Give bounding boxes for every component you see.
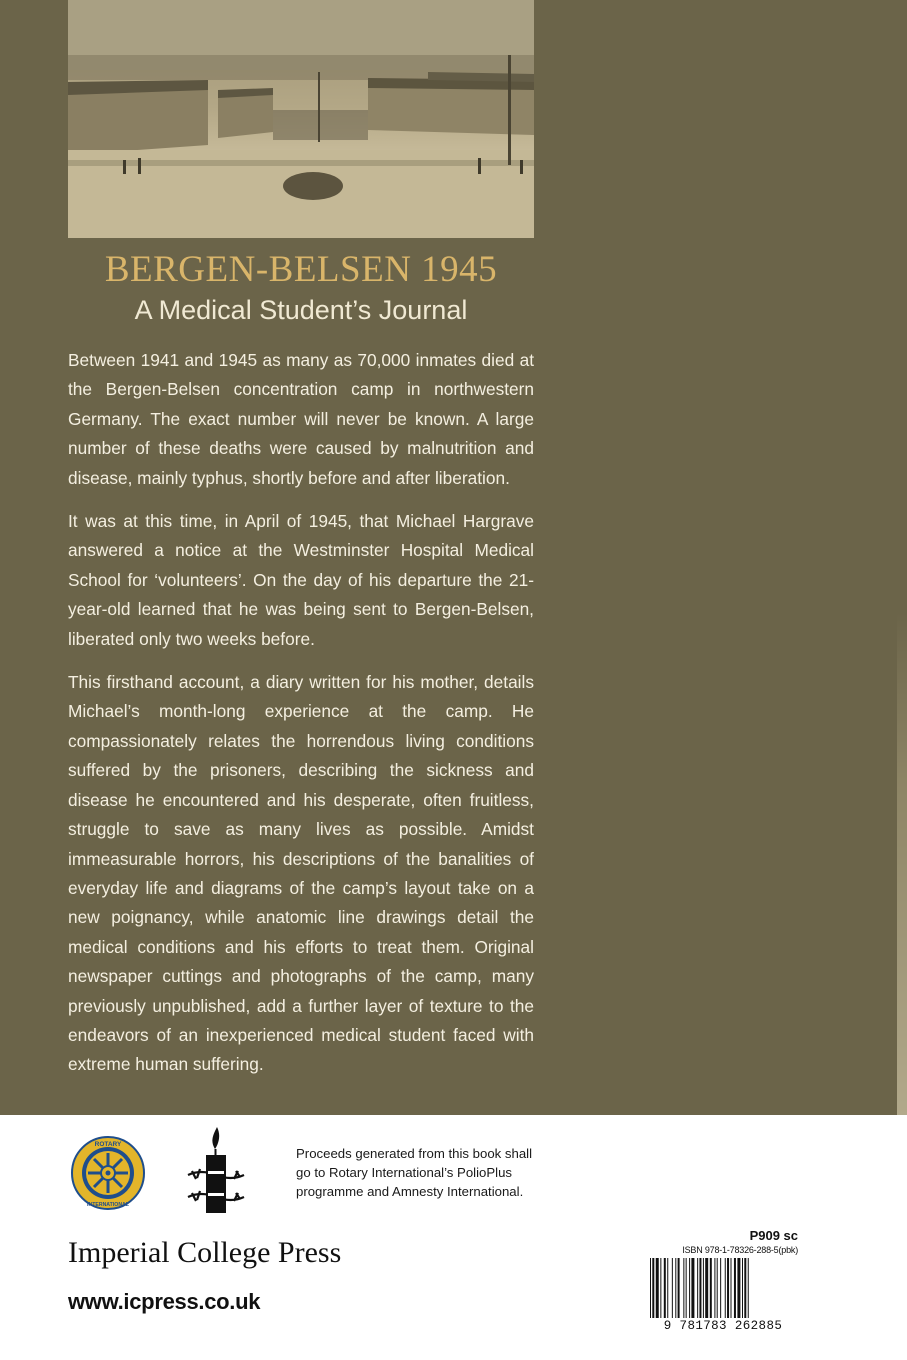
rotary-logo-icon: [68, 1133, 148, 1213]
amnesty-candle-icon: [186, 1125, 246, 1217]
rotary-logo-text: INTERNATIONAL: [87, 1202, 129, 1208]
proceeds-note: Proceeds generated from this book shall go to Rotary International’s PolioPlus programme and Amnesty International.: [296, 1146, 533, 1199]
barcode-bar: [717, 1258, 718, 1318]
barcode-bar: [744, 1258, 746, 1318]
barcode-bar: [710, 1258, 712, 1318]
barcode-bar: [731, 1258, 732, 1318]
publisher-name: Imperial College Press: [68, 1236, 342, 1269]
barcode-bar: [705, 1258, 708, 1318]
barcode-bar: [652, 1258, 654, 1318]
barcode-bar: [699, 1258, 701, 1318]
barcode-bar: [697, 1258, 698, 1318]
book-blurb: [68, 346, 534, 1094]
barcode-bar: [660, 1258, 661, 1318]
barcode-bar: [691, 1258, 694, 1318]
camp-barracks-image: [68, 0, 534, 238]
blurb-paragraph: Between 1941 and 1945 as many as 70,000 inmates died at the Bergen-Belsen concentration camp in northwestern Germany. The exact number will never be known. A large number of these deaths were caused by malnutrition and disease, mainly typhus, shortly before and after liberation.: [68, 350, 534, 488]
barcode-bar: [742, 1258, 743, 1318]
isbn-number: ISBN 978-1-78326-288-5(pbk): [682, 1245, 798, 1255]
barcode-bar: [686, 1258, 687, 1318]
barcode-bar: [720, 1258, 721, 1318]
barcode-bar: [678, 1258, 680, 1318]
edge-photo-strip: [897, 0, 907, 1115]
blurb-paragraph: It was at this time, in April of 1945, that Michael Hargrave answered a notice at the Westminster Hospital Medical School for ‘volunteers’. On the day of his departure the 21-year-old learned that he was being sent to Bergen-Belsen, liberated only two weeks before.: [68, 511, 534, 649]
book-subtitle: A Medical Student’s Journal: [134, 295, 468, 325]
barcode-bar: [664, 1258, 666, 1318]
barcode-bar: [683, 1258, 684, 1318]
barcode-bar: [667, 1258, 668, 1318]
blurb-paragraph: This firsthand account, a diary written for his mother, details Michael’s month-long experience at the camp. He compassionately relates the horrendous living conditions suffered by the prisoners, describing the sickness and disease he encountered and his desperate, often fruitless, struggle to save as many lives as possible. Amidst immeasurable horrors, his descriptions of the banalities of everyday life and diagrams of the camp’s layout take on a new poignancy, while anatomic line drawings detail the medical conditions and his efforts to treat them. Original newspaper cuttings and photographs of the camp, many previously unpublished, add a further layer of texture to the endeavors of an inexperienced medical student faced with extreme human suffering.: [68, 672, 534, 1075]
barcode-bar: [703, 1258, 704, 1318]
rotary-logo-text: ROTARY: [94, 1141, 122, 1148]
price-code: P909 sc: [749, 1228, 798, 1243]
barcode-bar: [689, 1258, 690, 1318]
barcode-bar: [748, 1258, 749, 1318]
barcode-bar: [656, 1258, 659, 1318]
publisher-website[interactable]: www.icpress.co.uk: [68, 1289, 261, 1314]
barcode-bar: [675, 1258, 676, 1318]
barcode-bar: [672, 1258, 673, 1318]
book-title: BERGEN-BELSEN 1945: [104, 249, 498, 290]
camp-photograph: [68, 0, 534, 238]
barcode-icon: [648, 1258, 798, 1318]
barcode-bar: [727, 1258, 729, 1318]
barcode-bar: [737, 1258, 740, 1318]
barcode-bar: [714, 1258, 715, 1318]
barcode-bar: [650, 1258, 651, 1318]
barcode-bar: [734, 1258, 736, 1318]
barcode-bar: [725, 1258, 726, 1318]
barcode-digits: 9 781783 262885: [663, 1319, 783, 1333]
